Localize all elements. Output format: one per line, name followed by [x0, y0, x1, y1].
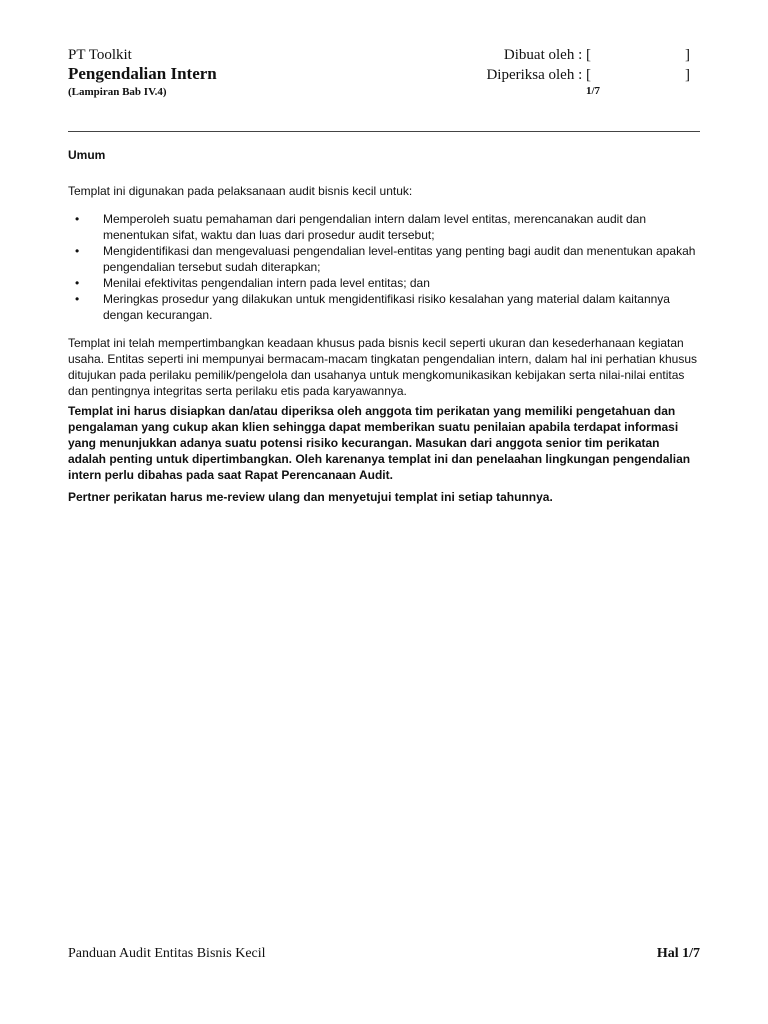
list-item [68, 275, 700, 291]
document-subtitle: (Lampiran Bab IV.4) [68, 86, 167, 98]
reviewed-by-bracket-close: ] [685, 67, 690, 83]
reviewed-by-row [488, 66, 698, 86]
intro-text: Templat ini digunakan pada pelaksanaan audit bisnis kecil untuk: [68, 184, 413, 198]
list-item-text: Mengidentifikasi dan mengevaluasi pengendalian level-entitas yang penting bagi audit dan menentukan apakah pengendalian tersebut sudah diterapkan; [103, 244, 696, 274]
page-indicator: 1/7 [586, 85, 601, 97]
list-item [68, 211, 700, 243]
reviewed-by-label: Diperiksa oleh : [ [486, 67, 591, 83]
list-item-text: Meringkas prosedur yang dilakukan untuk mengidentifikasi risiko kesalahan yang material dalam kaitannya dengan kecurangan. [103, 292, 670, 322]
document-header [68, 46, 217, 99]
review-requirement-paragraph: Pertner perikatan harus me-review ulang dan menyetujui templat ini setiap tahunnya. [68, 490, 553, 504]
body-paragraph: Templat ini telah mempertimbangkan keadaan khusus pada bisnis kecil seperti ukuran dan kesederhanaan kegiatan usaha. Entitas seperti ini mempunyai bermacam-macam tingkatan pengendalian intern, dalam hal ini perhatian khusus ditujukan pada perilaku pemilik/pengelola dan usahanya untuk mengkomunikasikan kebijakan serta nilai-nilai entitas dan pentingnya integritas serta perilaku etis pada karyawannya. [68, 336, 698, 398]
list-item-text: Memperoleh suatu pemahaman dari pengendalian intern dalam level entitas, merencanakan audit dan menentukan sifat, waktu dan luas dari prosedur audit tersebut; [103, 212, 647, 242]
footer-title: Panduan Audit Entitas Bisnis Kecil [68, 946, 266, 961]
bullet-icon: • [75, 212, 80, 226]
company-name: PT Toolkit [68, 47, 132, 63]
footer-page-number: Hal 1/7 [656, 946, 700, 961]
prepared-by-row [488, 46, 698, 66]
signoff-block [488, 46, 698, 86]
bullet-icon: • [75, 292, 80, 306]
list-item [68, 243, 700, 275]
document-body [68, 147, 700, 511]
emphasis-paragraph: Templat ini harus disiapkan dan/atau diperiksa oleh anggota tim perikatan yang memiliki pengetahuan dan pengalaman yang cukup akan klien sehingga dapat memberikan suatu penilaian apabila terdapat informasi yang menunjukkan adanya suatu potensi risiko kecurangan. Masukan dari anggota senior tim perikatan adalah penting untuk dipertimbangkan. Oleh karenanya templat ini dan penelaahan lingkungan pengendalian intern perlu dibahas pada saat Rapat Perencanaan Audit. [68, 404, 691, 482]
list-item [68, 291, 700, 323]
bullet-icon: • [75, 276, 80, 290]
purpose-list [68, 211, 700, 323]
list-item-text: Menilai efektivitas pengendalian intern pada level entitas; dan [103, 276, 430, 290]
section-title: Umum [68, 148, 106, 162]
bullet-icon: • [75, 244, 80, 258]
prepared-by-bracket-close: ] [685, 47, 690, 63]
header-divider [68, 131, 700, 132]
prepared-by-label: Dibuat oleh : [ [503, 47, 591, 63]
document-title: Pengendalian Intern [68, 64, 217, 83]
